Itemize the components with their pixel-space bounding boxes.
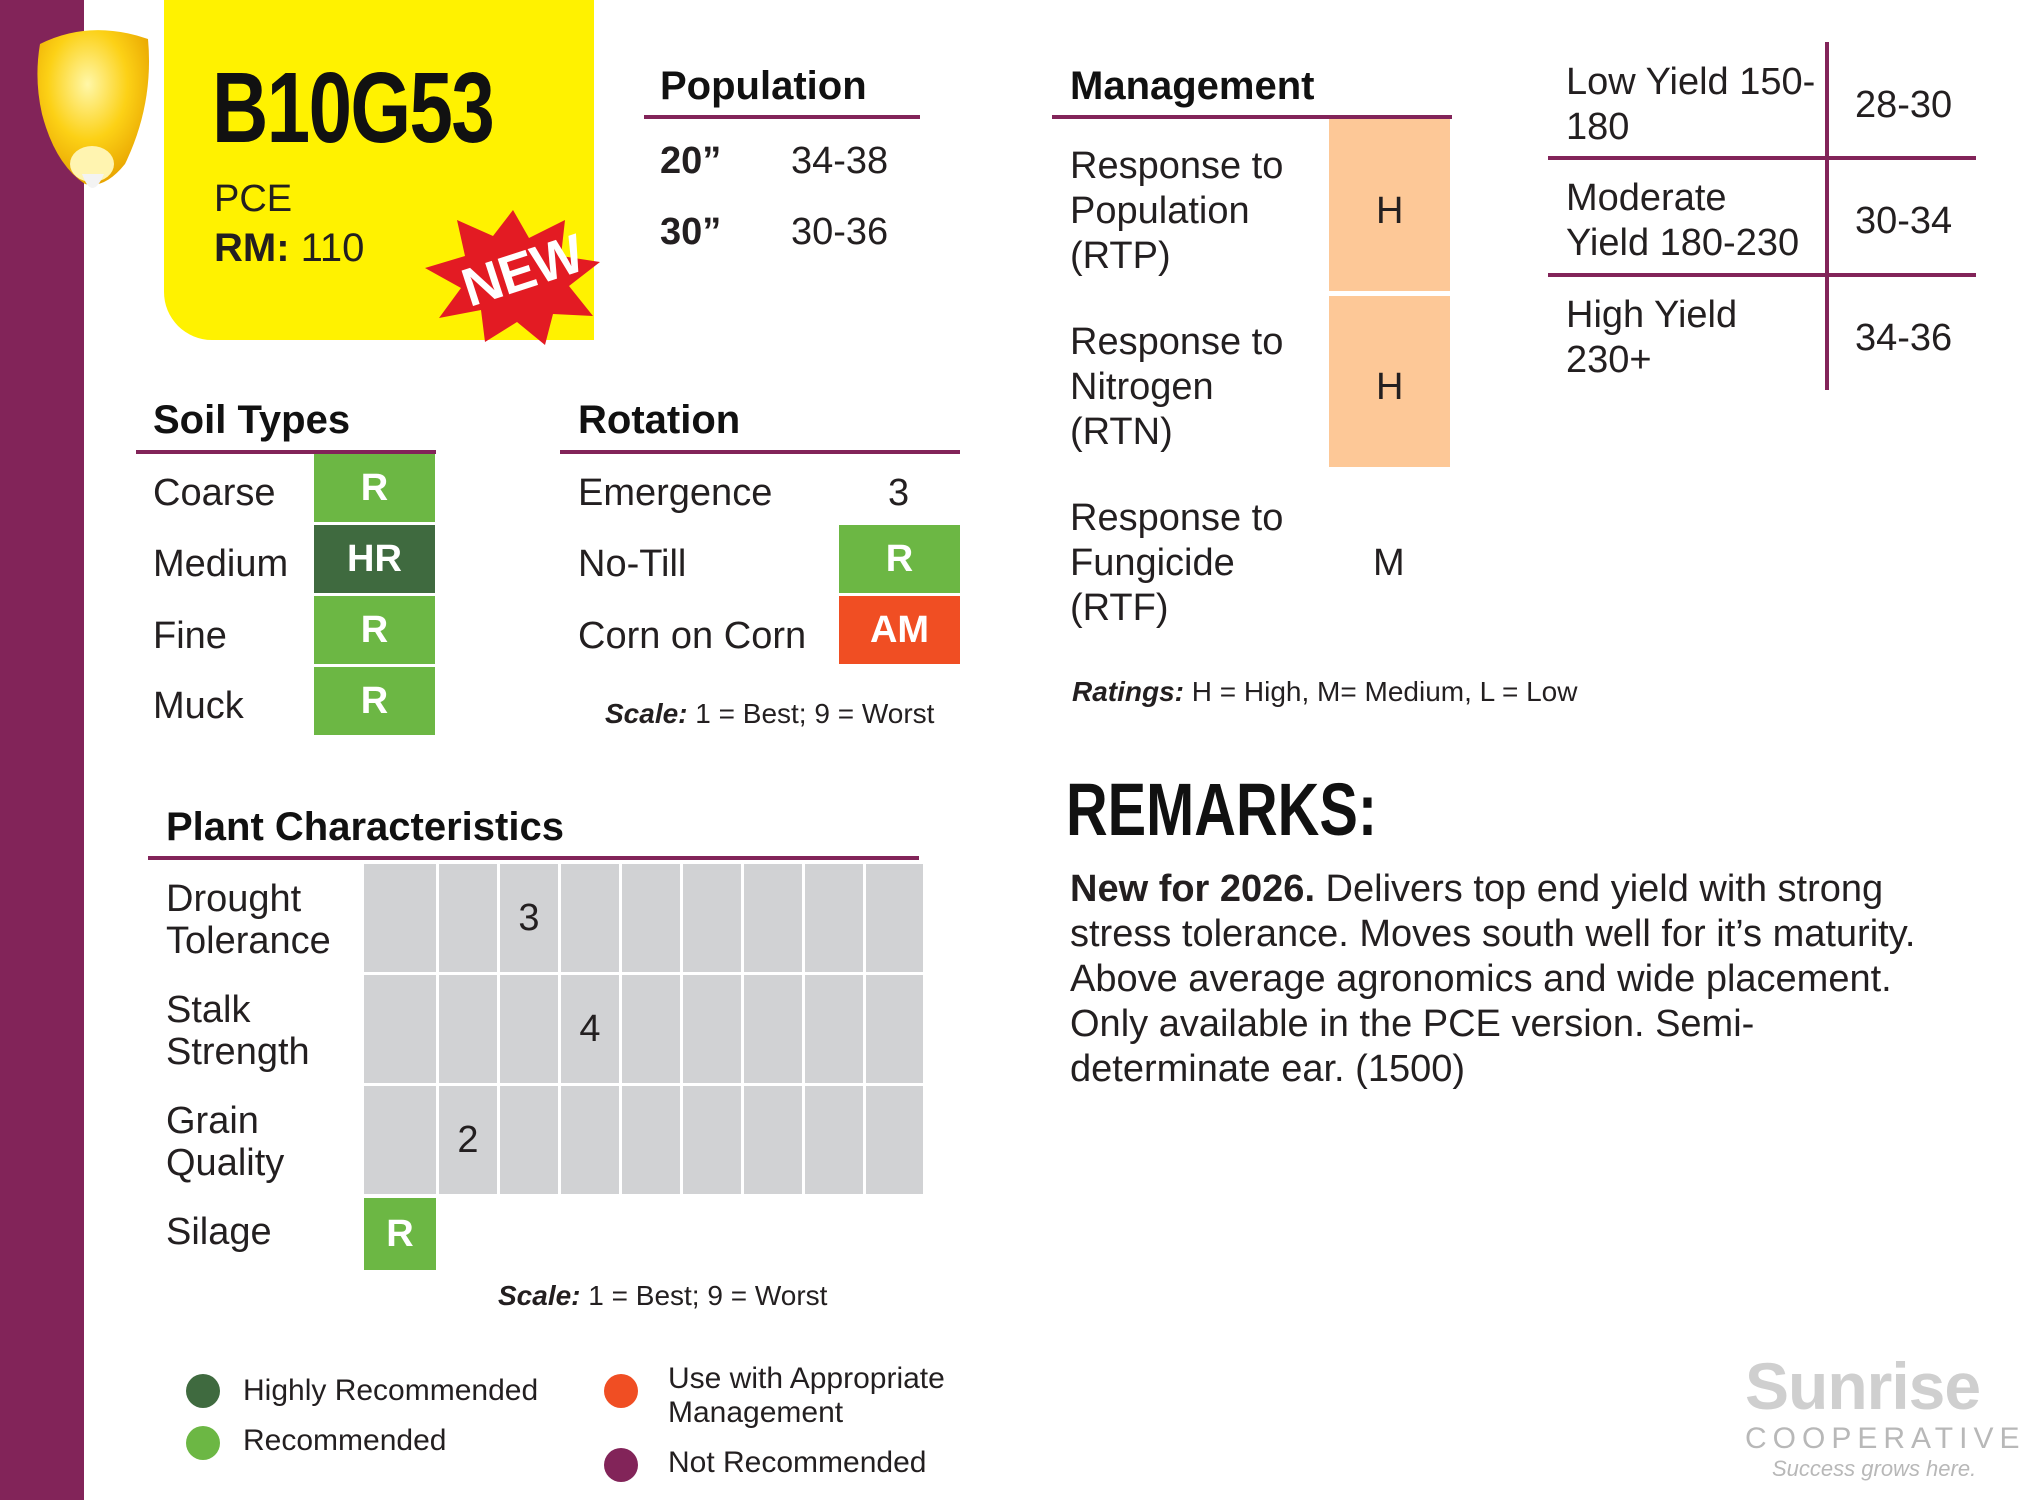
rotation-rule	[560, 450, 960, 454]
rotation-emergence-score: 3	[888, 472, 910, 514]
soil-types-title: Soil Types	[153, 398, 351, 442]
legend-recommended-dot	[186, 1426, 220, 1460]
plant-score-cell	[439, 864, 497, 972]
remarks-body	[1070, 867, 1950, 1092]
yield-high-value: 34-36	[1855, 317, 1953, 359]
plant-scale-text: 1 = Best; 9 = Worst	[588, 1280, 828, 1311]
product-name: B10G53	[212, 52, 494, 164]
plant-stalk-score: 4	[561, 975, 619, 1083]
plant-characteristics-rule	[148, 856, 919, 860]
plant-score-cell	[683, 864, 741, 972]
population-value-30: 30-36	[791, 211, 889, 253]
management-rtp-label: Response to Population (RTP)	[1070, 145, 1284, 277]
rotation-scale-prefix: Scale:	[605, 698, 688, 729]
plant-score-cell	[561, 864, 619, 972]
plant-score-cell	[805, 1086, 863, 1194]
plant-score-cell	[866, 1086, 923, 1194]
plant-score-cell	[622, 864, 680, 972]
rotation-scale-text: 1 = Best; 9 = Worst	[695, 698, 935, 729]
plant-score-cell	[866, 864, 923, 972]
remarks-title: REMARKS:	[1066, 768, 1378, 851]
plant-score-cell	[439, 975, 497, 1083]
soil-medium-label: Medium	[153, 543, 289, 585]
rm-value: 110	[300, 226, 365, 270]
plant-score-cell	[805, 864, 863, 972]
yield-high-label: High Yield 230+	[1566, 294, 1738, 381]
plant-silage-label: Silage	[166, 1211, 272, 1253]
sunrise-logo-tagline: Success grows here.	[1772, 1456, 1977, 1481]
rotation-notill-label: No-Till	[578, 543, 687, 585]
plant-stalk-label: Stalk Strength	[166, 989, 310, 1073]
trait-label: PCE	[214, 178, 293, 220]
population-rule	[644, 115, 920, 119]
management-rtf-label: Response to Fungicide (RTF)	[1070, 497, 1284, 629]
plant-score-cell	[683, 1086, 741, 1194]
remarks-text: Delivers top end yield with strong stress tolerance. Moves south well for it’s maturity. Above average agronomics and wide placement. Only available in the PCE version. Semi-determinate ear. (1500)	[1070, 868, 1916, 1090]
plant-score-cell	[622, 1086, 680, 1194]
legend-not-recommended-label: Not Recommended	[668, 1446, 927, 1479]
management-title: Management	[1070, 64, 1315, 108]
legend-recommended-label: Recommended	[243, 1424, 447, 1457]
soil-medium-rating: HR	[314, 525, 435, 593]
yield-moderate-label: Moderate Yield 180-230	[1566, 177, 1800, 264]
plant-score-cell	[364, 1086, 436, 1194]
rotation-corn-on-corn-label: Corn on Corn	[578, 615, 807, 657]
soil-coarse-rating: R	[314, 454, 435, 522]
plant-scale-note	[498, 1280, 827, 1312]
soil-coarse-label: Coarse	[153, 472, 276, 514]
rotation-corn-on-corn-rating: AM	[839, 596, 960, 664]
corn-kernel-icon	[30, 24, 155, 202]
legend-highly-recommended-label: Highly Recommended	[243, 1374, 539, 1407]
new-badge	[425, 210, 600, 345]
plant-score-cell	[805, 975, 863, 1083]
yield-moderate-value: 30-34	[1855, 200, 1953, 242]
soil-muck-label: Muck	[153, 685, 244, 727]
legend-not-recommended-dot	[604, 1448, 638, 1482]
yield-row-rule-1	[1548, 156, 1976, 160]
management-rtn-label: Response to Nitrogen (RTN)	[1070, 321, 1284, 453]
plant-score-cell	[744, 1086, 802, 1194]
rotation-title: Rotation	[578, 398, 741, 442]
rotation-scale-note	[605, 698, 934, 730]
plant-score-cell	[683, 975, 741, 1083]
plant-score-cell	[622, 975, 680, 1083]
population-value-20: 34-38	[791, 140, 889, 182]
management-rtp-rating: H	[1376, 190, 1404, 232]
sunrise-logo-subtitle: COOPERATIVE	[1745, 1422, 2025, 1455]
legend-appropriate-management-label: Use with Appropriate Management	[668, 1362, 945, 1429]
rm-label: RM:	[214, 226, 290, 270]
remarks-lead: New for 2026.	[1070, 868, 1315, 910]
soil-fine-label: Fine	[153, 615, 227, 657]
yield-row-rule-2	[1548, 273, 1976, 277]
population-title: Population	[660, 64, 867, 108]
left-sidebar-stripe	[0, 0, 84, 1500]
rotation-emergence-label: Emergence	[578, 472, 773, 514]
yield-low-label: Low Yield 150-180	[1566, 61, 1816, 148]
plant-silage-rating: R	[364, 1198, 436, 1270]
ratings-text: H = High, M= Medium, L = Low	[1191, 676, 1578, 707]
plant-drought-score: 3	[500, 864, 558, 972]
population-spacing-20: 20”	[660, 140, 722, 182]
yield-low-value: 28-30	[1855, 84, 1953, 126]
plant-drought-label: Drought Tolerance	[166, 878, 331, 962]
plant-score-cell	[364, 975, 436, 1083]
plant-grain-label: Grain Quality	[166, 1100, 285, 1184]
plant-score-cell	[364, 864, 436, 972]
plant-score-cell	[744, 864, 802, 972]
relative-maturity	[214, 226, 364, 271]
plant-score-cell	[866, 975, 923, 1083]
plant-grain-score: 2	[439, 1086, 497, 1194]
plant-score-cell	[500, 1086, 558, 1194]
management-rtn-rating: H	[1376, 366, 1404, 408]
yield-table-divider	[1825, 42, 1829, 390]
population-spacing-30: 30”	[660, 211, 722, 253]
management-rtf-rating: M	[1373, 542, 1405, 584]
rotation-notill-rating: R	[839, 525, 960, 593]
plant-score-cell	[561, 1086, 619, 1194]
sunrise-logo-wordmark: Sunrise	[1745, 1349, 1981, 1423]
plant-score-cell	[500, 975, 558, 1083]
ratings-legend	[1072, 676, 1577, 708]
legend-highly-recommended-dot	[186, 1374, 220, 1408]
legend-appropriate-management-dot	[604, 1374, 638, 1408]
soil-fine-rating: R	[314, 596, 435, 664]
new-badge-text: NEW	[454, 223, 591, 319]
plant-score-cell	[744, 975, 802, 1083]
ratings-prefix: Ratings:	[1072, 676, 1184, 707]
soil-muck-rating: R	[314, 667, 435, 735]
plant-characteristics-title: Plant Characteristics	[166, 805, 564, 849]
plant-scale-prefix: Scale:	[498, 1280, 581, 1311]
